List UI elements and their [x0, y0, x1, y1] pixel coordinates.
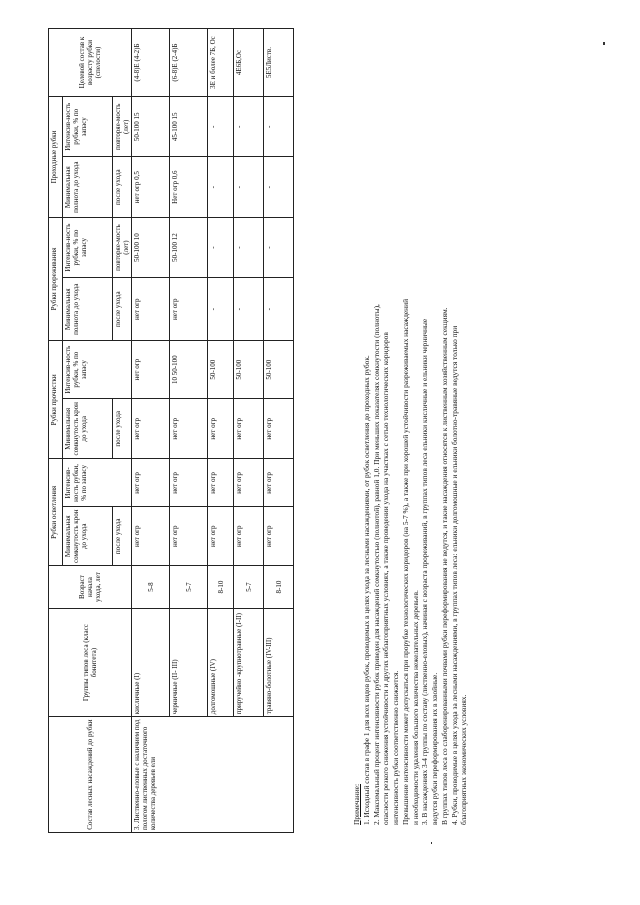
note-line: Превышение интенсивности может допускаться при прорубке технологических коридоров (на 5-7 %), а также при хорошей устойчивости разреживаемых насаждений: [400, 298, 410, 825]
header-after-care-2: после ухода: [113, 399, 132, 459]
header-passage: Проходные рубки: [49, 97, 63, 218]
forest-type: долгомошные (IV): [208, 608, 234, 716]
passage-intensity: -: [208, 97, 234, 157]
table-row: [234, 29, 264, 833]
passage-min: -: [234, 157, 264, 217]
thinning-intensity: -: [234, 217, 264, 277]
header-composition: Состав лесных насаждений до рубки: [49, 717, 132, 833]
table-row: [132, 29, 170, 833]
header-cleaning-intensity: Интенсив-ность рубки, % по запасу: [63, 341, 132, 399]
thinning-intensity: -: [264, 217, 294, 277]
age-start: 5-7: [170, 566, 208, 609]
forest-type: приручейно -крупнотравные (I-II): [234, 608, 264, 716]
passage-intensity: -: [264, 97, 294, 157]
target-composition: 5Е5Листв.: [264, 29, 294, 97]
notes-title: Примечание:: [352, 783, 361, 825]
target-composition: (4-8)Е (4-2)Б: [132, 29, 170, 97]
cleaning-intensity: 10 50-100: [170, 341, 208, 399]
header-after-care-3: после ухода: [113, 278, 132, 341]
forest-type: черничные (II- III): [170, 608, 208, 716]
thinning-min: -: [234, 278, 264, 341]
clearing-min: нет огр: [132, 507, 170, 566]
header-cleaning: Рубки прочистки: [49, 341, 63, 459]
header-thinning: Рубки прореживания: [49, 217, 63, 340]
thinning-min: -: [208, 278, 234, 341]
passage-min: -: [264, 157, 294, 217]
cleaning-min: нет огр: [264, 399, 294, 459]
target-composition: 4Е6Б,Ос: [234, 29, 264, 97]
note-line: ведутся рубки переформирования их в хвойные.: [430, 672, 440, 825]
header-passage-min: Минимальная полнота до ухода: [63, 157, 113, 217]
age-start: 8-10: [208, 566, 234, 609]
header-after-care-4: после ухода: [113, 157, 132, 217]
scan-speck: [603, 42, 605, 45]
passage-min: нет огр 0,5: [132, 157, 170, 217]
clearing-intensity: нет огр: [234, 459, 264, 507]
note-line: интенсивность рубки соответственно снижается.: [391, 670, 401, 825]
clearing-intensity: нет огр: [132, 459, 170, 507]
cleaning-min: нет огр: [170, 399, 208, 459]
cleaning-intensity: 50-100: [234, 341, 264, 399]
age-start: 5-7: [234, 566, 264, 609]
header-thinning-intensity: Интенсив-ность рубки, % по запасу: [63, 217, 113, 277]
header-repeat-1: повторяе-мость (лет): [113, 217, 132, 277]
table-row: [208, 29, 234, 833]
clearing-min: нет огр: [170, 507, 208, 566]
thinning-min: -: [264, 278, 294, 341]
cleaning-intensity: нет огр: [132, 341, 170, 399]
header-clearing-intensity: Интенсив-ность рубки, % по запасу: [63, 459, 132, 507]
scan-speck: [431, 842, 432, 844]
header-clearing: Рубки осветления: [49, 459, 63, 566]
note-line: опасности резкого снижения устойчивости и других неблагоприятных условиях, а также проведении ухода на участках с сетью технологических коридоров: [381, 332, 391, 825]
clearing-intensity: нет огр: [264, 459, 294, 507]
note-line: 1. Исходный состав в графе 1 для всех видов рубок, проводимых в целях ухода за лесными насаждениями, от рубок осветления до проходных рубок.: [361, 355, 371, 825]
passage-min: Нет огр 0,6: [170, 157, 208, 217]
target-composition: 3Е и более 7Б, Ос: [208, 29, 234, 97]
forest-type: кисличные (I): [132, 608, 170, 716]
group-label: 3. Лиственно-еловые с наличием под пологом лиственных достаточного количества деревьев ели: [132, 717, 294, 833]
cleaning-intensity: 50-100: [208, 341, 234, 399]
header-target: Целевой состав к возрасту рубки (спелости): [49, 29, 132, 97]
age-start: 5-8: [132, 566, 170, 609]
header-thinning-min: Минимальная полнота до ухода: [63, 278, 113, 341]
header-clearing-min: Минимальная сомкнутость крон до ухода: [63, 507, 113, 566]
clearing-intensity: нет огр: [208, 459, 234, 507]
header-age-start: Возраст начала ухода, лет: [49, 566, 132, 609]
header-repeat-2: повторяе-мость (лет): [113, 97, 132, 157]
table-row: [264, 29, 294, 833]
thinning-min: нет огр: [170, 278, 208, 341]
passage-intensity: 45-100 15: [170, 97, 208, 157]
note-line: 3. В насаждениях 3-4 группы по составу (лиственно-еловых), начиная с возраста прореживаний, в группах типов леса ельники кисличные и ельники черничные: [420, 318, 430, 825]
clearing-min: нет огр: [264, 507, 294, 566]
age-start: 8-10: [264, 566, 294, 609]
thinning-intensity: 50-100 10: [132, 217, 170, 277]
cleaning-min: нет огр: [208, 399, 234, 459]
passage-intensity: 50-100 15: [132, 97, 170, 157]
table-row: [170, 29, 208, 833]
note-line: В группах типов леса со слаборенированными почвами рубки переформирования не ведутся, и такие насаждения относятся к лиственным хозяйственным секциям.: [439, 307, 449, 825]
notes-block: [352, 35, 469, 825]
header-passage-intensity: Интенсив-ность рубки, % по запасу: [63, 97, 113, 157]
header-forest-type-group: Группы типов леса (класс бонитета): [49, 608, 132, 716]
cleaning-min: нет огр: [132, 399, 170, 459]
cleaning-intensity: 50-100: [264, 341, 294, 399]
thinning-intensity: -: [208, 217, 234, 277]
note-line: 4. Рубки, проводимые в целях ухода за лесными насаждениями, в группах типов леса: ельники долгомошные и ельники болотно-травяные ведутся только при: [449, 325, 459, 825]
note-line: благоприятных экономических условиях.: [459, 694, 469, 825]
header-cleaning-min: Минимальная сомкнутость крон до ухода: [63, 399, 113, 459]
target-composition: (6-8)Е (2-4)Б: [170, 29, 208, 97]
thinning-min: нет огр: [132, 278, 170, 341]
clearing-min: нет огр: [208, 507, 234, 566]
thinning-intensity: 50-100 12: [170, 217, 208, 277]
note-line: и необходимости удаления большого количества нежелательных деревьев.: [410, 590, 420, 825]
care-felling-table: [48, 28, 294, 833]
forest-type: травяно-болотные (IV-III): [264, 608, 294, 716]
clearing-min: нет огр: [234, 507, 264, 566]
passage-intensity: -: [234, 97, 264, 157]
clearing-intensity: нет огр: [170, 459, 208, 507]
header-after-care-1: после ухода: [113, 507, 132, 566]
cleaning-min: нет огр: [234, 399, 264, 459]
passage-min: -: [208, 157, 234, 217]
note-line: 2. Максимальный процент интенсивности рубок приведен для насаждений сомкнутостью (полнотой), равной 1,0. При меньших показателях сомкнутости (полноты),: [371, 304, 381, 825]
